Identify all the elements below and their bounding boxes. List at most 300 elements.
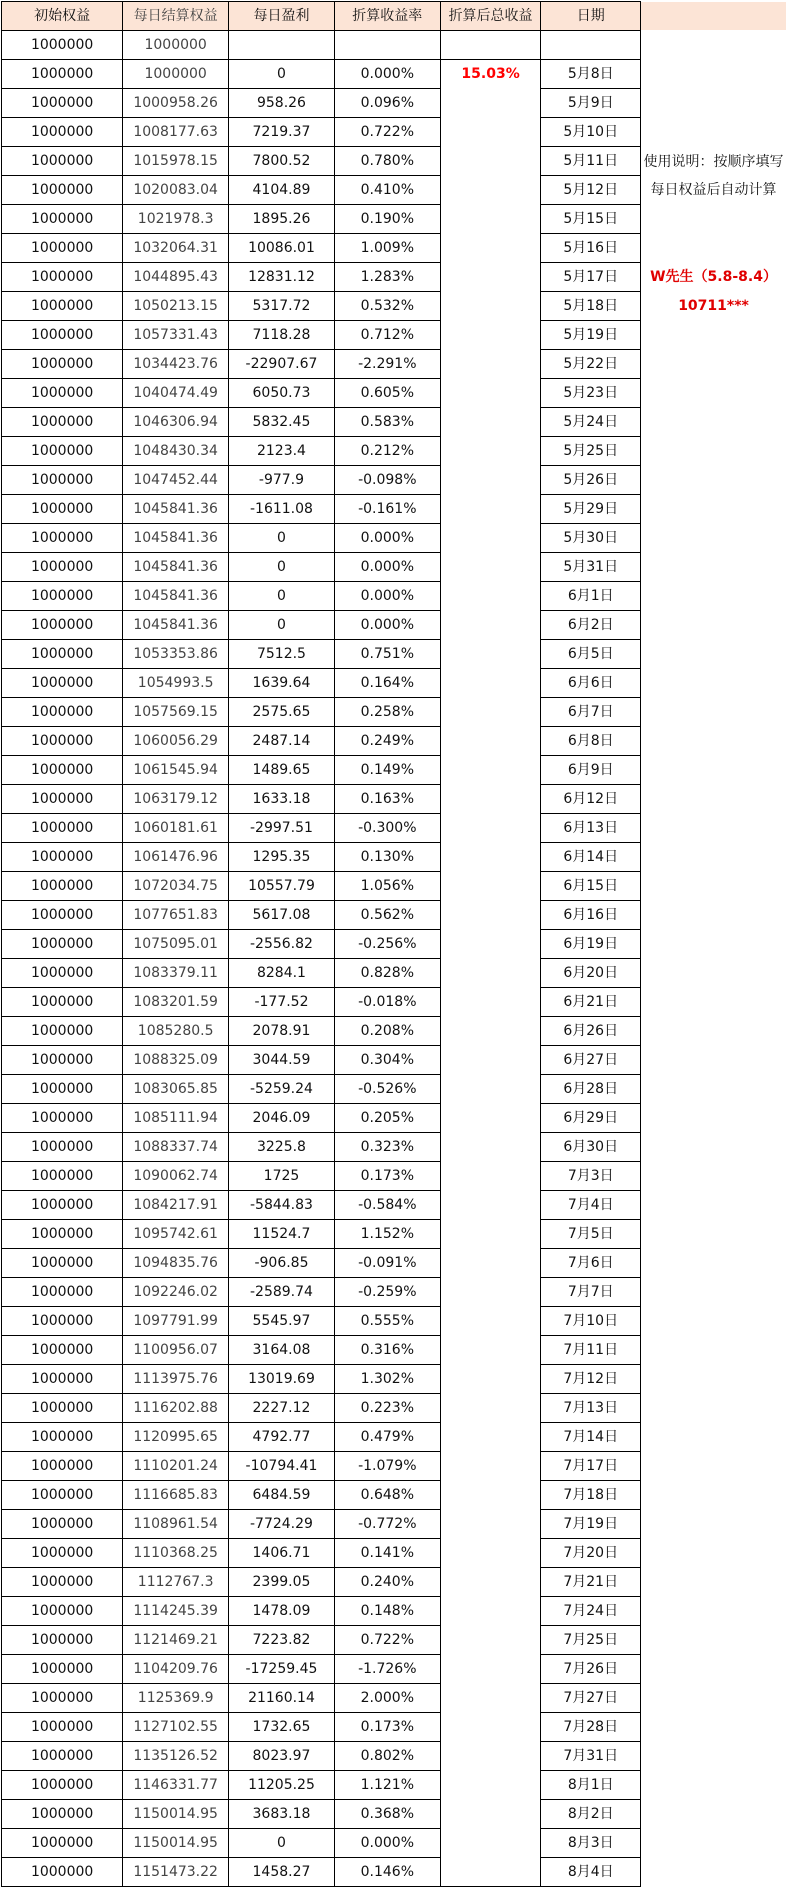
blank-cell[interactable] <box>641 495 787 524</box>
daily-profit-cell[interactable]: -10794.41 <box>229 1452 335 1481</box>
initial-equity-cell[interactable]: 1000000 <box>2 1133 123 1162</box>
daily-settlement-equity-cell[interactable]: 1094835.76 <box>123 1249 229 1278</box>
daily-profit-cell[interactable]: 7223.82 <box>229 1626 335 1655</box>
daily-profit-cell[interactable]: 1295.35 <box>229 843 335 872</box>
date-cell[interactable]: 7月12日 <box>541 1365 641 1394</box>
daily-profit-cell[interactable]: 0 <box>229 553 335 582</box>
daily-settlement-equity-cell[interactable]: 1092246.02 <box>123 1278 229 1307</box>
daily-profit-cell[interactable]: 2487.14 <box>229 727 335 756</box>
date-cell[interactable]: 6月8日 <box>541 727 641 756</box>
return-rate-cell[interactable]: 1.152% <box>334 1220 440 1249</box>
date-cell[interactable]: 7月10日 <box>541 1307 641 1336</box>
daily-settlement-equity-cell[interactable]: 1040474.49 <box>123 379 229 408</box>
daily-settlement-equity-cell[interactable]: 1000000 <box>123 31 229 60</box>
initial-equity-cell[interactable]: 1000000 <box>2 814 123 843</box>
daily-settlement-equity-cell[interactable]: 1120995.65 <box>123 1423 229 1452</box>
initial-equity-cell[interactable]: 1000000 <box>2 1046 123 1075</box>
initial-equity-cell[interactable]: 1000000 <box>2 1365 123 1394</box>
date-cell[interactable]: 6月1日 <box>541 582 641 611</box>
daily-settlement-equity-cell[interactable]: 1020083.04 <box>123 176 229 205</box>
return-rate-cell[interactable]: 0.562% <box>334 901 440 930</box>
return-rate-cell[interactable]: 0.173% <box>334 1713 440 1742</box>
date-cell[interactable]: 7月14日 <box>541 1423 641 1452</box>
blank-cell[interactable] <box>641 1220 787 1249</box>
return-rate-cell[interactable]: 0.149% <box>334 756 440 785</box>
daily-settlement-equity-cell[interactable]: 1044895.43 <box>123 263 229 292</box>
date-cell[interactable]: 5月24日 <box>541 408 641 437</box>
daily-profit-cell[interactable]: -17259.45 <box>229 1655 335 1684</box>
daily-profit-cell[interactable]: 7800.52 <box>229 147 335 176</box>
blank-cell[interactable] <box>641 1365 787 1394</box>
initial-equity-cell[interactable]: 1000000 <box>2 147 123 176</box>
return-rate-cell[interactable]: 0.316% <box>334 1336 440 1365</box>
total-return-blank-cell[interactable] <box>440 31 541 60</box>
date-cell[interactable]: 6月5日 <box>541 640 641 669</box>
initial-equity-cell[interactable]: 1000000 <box>2 1655 123 1684</box>
initial-equity-cell[interactable]: 1000000 <box>2 350 123 379</box>
initial-equity-cell[interactable]: 1000000 <box>2 1017 123 1046</box>
return-rate-cell[interactable]: 1.009% <box>334 234 440 263</box>
date-cell[interactable]: 8月1日 <box>541 1771 641 1800</box>
daily-settlement-equity-cell[interactable]: 1090062.74 <box>123 1162 229 1191</box>
column-header[interactable]: 每日结算权益 <box>123 2 229 31</box>
date-cell[interactable]: 7月6日 <box>541 1249 641 1278</box>
column-header[interactable]: 初始权益 <box>2 2 123 31</box>
date-cell[interactable]: 7月25日 <box>541 1626 641 1655</box>
daily-profit-cell[interactable]: 8284.1 <box>229 959 335 988</box>
daily-profit-cell[interactable]: 1895.26 <box>229 205 335 234</box>
daily-settlement-equity-cell[interactable]: 1083065.85 <box>123 1075 229 1104</box>
blank-cell[interactable] <box>641 698 787 727</box>
return-rate-cell[interactable]: 0.780% <box>334 147 440 176</box>
date-cell[interactable]: 6月21日 <box>541 988 641 1017</box>
daily-profit-cell[interactable]: 7219.37 <box>229 118 335 147</box>
blank-cell[interactable] <box>641 1626 787 1655</box>
blank-cell[interactable] <box>641 1191 787 1220</box>
initial-equity-cell[interactable]: 1000000 <box>2 1162 123 1191</box>
return-rate-cell[interactable]: -0.018% <box>334 988 440 1017</box>
date-cell[interactable]: 5月9日 <box>541 89 641 118</box>
daily-settlement-equity-cell[interactable]: 1110201.24 <box>123 1452 229 1481</box>
initial-equity-cell[interactable]: 1000000 <box>2 1800 123 1829</box>
return-rate-cell[interactable]: 2.000% <box>334 1684 440 1713</box>
blank-cell[interactable] <box>641 1394 787 1423</box>
return-rate-cell[interactable]: 0.722% <box>334 118 440 147</box>
blank-cell[interactable] <box>641 814 787 843</box>
daily-profit-cell[interactable]: -5259.24 <box>229 1075 335 1104</box>
daily-profit-cell[interactable]: 5617.08 <box>229 901 335 930</box>
daily-settlement-equity-cell[interactable]: 1057569.15 <box>123 698 229 727</box>
return-rate-cell[interactable]: 0.532% <box>334 292 440 321</box>
initial-equity-cell[interactable]: 1000000 <box>2 60 123 89</box>
date-cell[interactable]: 6月27日 <box>541 1046 641 1075</box>
daily-profit-cell[interactable]: -1611.08 <box>229 495 335 524</box>
return-rate-cell[interactable]: 0.751% <box>334 640 440 669</box>
daily-profit-cell[interactable]: 1478.09 <box>229 1597 335 1626</box>
date-cell[interactable]: 5月22日 <box>541 350 641 379</box>
return-rate-cell[interactable]: 0.555% <box>334 1307 440 1336</box>
return-rate-cell[interactable]: -0.161% <box>334 495 440 524</box>
blank-cell[interactable] <box>641 582 787 611</box>
daily-settlement-equity-cell[interactable]: 1088325.09 <box>123 1046 229 1075</box>
date-cell[interactable]: 5月10日 <box>541 118 641 147</box>
blank-cell[interactable] <box>641 1075 787 1104</box>
date-cell[interactable]: 6月19日 <box>541 930 641 959</box>
blank-cell[interactable] <box>641 553 787 582</box>
return-rate-cell[interactable]: -0.772% <box>334 1510 440 1539</box>
initial-equity-cell[interactable]: 1000000 <box>2 553 123 582</box>
daily-profit-cell[interactable]: 1732.65 <box>229 1713 335 1742</box>
return-rate-cell[interactable]: -0.259% <box>334 1278 440 1307</box>
return-rate-cell[interactable]: 0.130% <box>334 843 440 872</box>
blank-cell[interactable] <box>641 466 787 495</box>
return-rate-cell[interactable]: 0.583% <box>334 408 440 437</box>
return-rate-cell[interactable]: 0.096% <box>334 89 440 118</box>
date-cell[interactable]: 5月31日 <box>541 553 641 582</box>
date-cell[interactable]: 5月16日 <box>541 234 641 263</box>
return-rate-cell[interactable]: 0.712% <box>334 321 440 350</box>
daily-profit-cell[interactable] <box>229 31 335 60</box>
initial-equity-cell[interactable]: 1000000 <box>2 756 123 785</box>
daily-settlement-equity-cell[interactable]: 1112767.3 <box>123 1568 229 1597</box>
daily-profit-cell[interactable]: 6050.73 <box>229 379 335 408</box>
daily-profit-cell[interactable]: 5545.97 <box>229 1307 335 1336</box>
initial-equity-cell[interactable]: 1000000 <box>2 582 123 611</box>
daily-profit-cell[interactable]: 3225.8 <box>229 1133 335 1162</box>
initial-equity-cell[interactable]: 1000000 <box>2 292 123 321</box>
daily-settlement-equity-cell[interactable]: 1045841.36 <box>123 553 229 582</box>
daily-profit-cell[interactable]: 2227.12 <box>229 1394 335 1423</box>
return-rate-cell[interactable]: 0.173% <box>334 1162 440 1191</box>
daily-profit-cell[interactable]: 10557.79 <box>229 872 335 901</box>
return-rate-cell[interactable]: 0.223% <box>334 1394 440 1423</box>
blank-cell[interactable] <box>641 669 787 698</box>
daily-profit-cell[interactable]: 0 <box>229 582 335 611</box>
date-cell[interactable]: 7月5日 <box>541 1220 641 1249</box>
daily-profit-cell[interactable]: -2997.51 <box>229 814 335 843</box>
column-header[interactable]: 折算收益率 <box>334 2 440 31</box>
daily-settlement-equity-cell[interactable]: 1045841.36 <box>123 524 229 553</box>
initial-equity-cell[interactable]: 1000000 <box>2 1481 123 1510</box>
return-rate-cell[interactable]: 0.000% <box>334 60 440 89</box>
daily-settlement-equity-cell[interactable]: 1072034.75 <box>123 872 229 901</box>
return-rate-cell[interactable]: 1.302% <box>334 1365 440 1394</box>
daily-settlement-equity-cell[interactable]: 1114245.39 <box>123 1597 229 1626</box>
daily-settlement-equity-cell[interactable]: 1095742.61 <box>123 1220 229 1249</box>
daily-profit-cell[interactable]: -177.52 <box>229 988 335 1017</box>
blank-cell[interactable] <box>641 988 787 1017</box>
return-rate-cell[interactable]: 0.208% <box>334 1017 440 1046</box>
blank-cell[interactable] <box>641 611 787 640</box>
blank-cell[interactable] <box>641 756 787 785</box>
initial-equity-cell[interactable]: 1000000 <box>2 379 123 408</box>
daily-settlement-equity-cell[interactable]: 1021978.3 <box>123 205 229 234</box>
daily-profit-cell[interactable]: 7512.5 <box>229 640 335 669</box>
daily-profit-cell[interactable]: -977.9 <box>229 466 335 495</box>
daily-profit-cell[interactable]: 7118.28 <box>229 321 335 350</box>
return-rate-cell[interactable]: -2.291% <box>334 350 440 379</box>
daily-settlement-equity-cell[interactable]: 1088337.74 <box>123 1133 229 1162</box>
date-cell[interactable]: 5月30日 <box>541 524 641 553</box>
daily-profit-cell[interactable]: 13019.69 <box>229 1365 335 1394</box>
date-cell[interactable]: 5月29日 <box>541 495 641 524</box>
daily-settlement-equity-cell[interactable]: 1116685.83 <box>123 1481 229 1510</box>
date-cell[interactable]: 7月24日 <box>541 1597 641 1626</box>
blank-cell[interactable] <box>641 321 787 350</box>
date-cell[interactable]: 7月19日 <box>541 1510 641 1539</box>
blank-cell[interactable] <box>641 2 787 31</box>
date-cell[interactable]: 7月20日 <box>541 1539 641 1568</box>
date-cell[interactable]: 7月31日 <box>541 1742 641 1771</box>
daily-settlement-equity-cell[interactable]: 1108961.54 <box>123 1510 229 1539</box>
date-cell[interactable]: 6月15日 <box>541 872 641 901</box>
initial-equity-cell[interactable]: 1000000 <box>2 437 123 466</box>
initial-equity-cell[interactable]: 1000000 <box>2 698 123 727</box>
initial-equity-cell[interactable]: 1000000 <box>2 1249 123 1278</box>
daily-settlement-equity-cell[interactable]: 1054993.5 <box>123 669 229 698</box>
initial-equity-cell[interactable]: 1000000 <box>2 959 123 988</box>
blank-cell[interactable] <box>641 843 787 872</box>
blank-cell[interactable] <box>641 1162 787 1191</box>
return-rate-cell[interactable]: 0.410% <box>334 176 440 205</box>
initial-equity-cell[interactable]: 1000000 <box>2 785 123 814</box>
daily-profit-cell[interactable]: 11524.7 <box>229 1220 335 1249</box>
initial-equity-cell[interactable]: 1000000 <box>2 263 123 292</box>
return-rate-cell[interactable]: -0.256% <box>334 930 440 959</box>
blank-cell[interactable] <box>641 1655 787 1684</box>
date-cell[interactable]: 5月26日 <box>541 466 641 495</box>
daily-settlement-equity-cell[interactable]: 1135126.52 <box>123 1742 229 1771</box>
daily-settlement-equity-cell[interactable]: 1061476.96 <box>123 843 229 872</box>
return-rate-cell[interactable]: 0.648% <box>334 1481 440 1510</box>
daily-settlement-equity-cell[interactable]: 1084217.91 <box>123 1191 229 1220</box>
return-rate-cell[interactable]: 0.249% <box>334 727 440 756</box>
date-cell[interactable]: 6月28日 <box>541 1075 641 1104</box>
return-rate-cell[interactable]: 0.479% <box>334 1423 440 1452</box>
daily-settlement-equity-cell[interactable]: 1127102.55 <box>123 1713 229 1742</box>
return-rate-cell[interactable]: 0.304% <box>334 1046 440 1075</box>
daily-settlement-equity-cell[interactable]: 1085111.94 <box>123 1104 229 1133</box>
blank-cell[interactable] <box>641 524 787 553</box>
return-rate-cell[interactable]: -0.091% <box>334 1249 440 1278</box>
return-rate-cell[interactable]: 0.802% <box>334 1742 440 1771</box>
daily-profit-cell[interactable]: 4792.77 <box>229 1423 335 1452</box>
daily-settlement-equity-cell[interactable]: 1146331.77 <box>123 1771 229 1800</box>
daily-profit-cell[interactable]: 10086.01 <box>229 234 335 263</box>
initial-equity-cell[interactable]: 1000000 <box>2 843 123 872</box>
initial-equity-cell[interactable]: 1000000 <box>2 930 123 959</box>
date-cell[interactable]: 7月28日 <box>541 1713 641 1742</box>
return-rate-cell[interactable]: 0.000% <box>334 524 440 553</box>
daily-settlement-equity-cell[interactable]: 1121469.21 <box>123 1626 229 1655</box>
initial-equity-cell[interactable]: 1000000 <box>2 1568 123 1597</box>
blank-cell[interactable] <box>641 1046 787 1075</box>
daily-profit-cell[interactable]: 0 <box>229 524 335 553</box>
blank-cell[interactable] <box>641 437 787 466</box>
date-cell[interactable]: 5月8日 <box>541 60 641 89</box>
daily-settlement-equity-cell[interactable]: 1015978.15 <box>123 147 229 176</box>
daily-profit-cell[interactable]: 6484.59 <box>229 1481 335 1510</box>
return-rate-cell[interactable]: 1.056% <box>334 872 440 901</box>
initial-equity-cell[interactable]: 1000000 <box>2 1394 123 1423</box>
blank-cell[interactable] <box>641 1684 787 1713</box>
daily-profit-cell[interactable]: 21160.14 <box>229 1684 335 1713</box>
blank-cell[interactable] <box>641 1452 787 1481</box>
blank-cell[interactable] <box>641 1568 787 1597</box>
daily-settlement-equity-cell[interactable]: 1083201.59 <box>123 988 229 1017</box>
date-cell[interactable]: 5月23日 <box>541 379 641 408</box>
initial-equity-cell[interactable]: 1000000 <box>2 176 123 205</box>
daily-profit-cell[interactable]: 4104.89 <box>229 176 335 205</box>
return-rate-cell[interactable]: -0.584% <box>334 1191 440 1220</box>
date-cell[interactable]: 6月2日 <box>541 611 641 640</box>
date-cell[interactable]: 6月16日 <box>541 901 641 930</box>
initial-equity-cell[interactable]: 1000000 <box>2 408 123 437</box>
column-header[interactable]: 折算后总收益 <box>440 2 541 31</box>
initial-equity-cell[interactable]: 1000000 <box>2 1684 123 1713</box>
daily-settlement-equity-cell[interactable]: 1113975.76 <box>123 1365 229 1394</box>
initial-equity-cell[interactable]: 1000000 <box>2 1220 123 1249</box>
daily-settlement-equity-cell[interactable]: 1075095.01 <box>123 930 229 959</box>
initial-equity-cell[interactable]: 1000000 <box>2 901 123 930</box>
return-rate-cell[interactable]: 0.148% <box>334 1597 440 1626</box>
blank-cell[interactable] <box>641 1829 787 1858</box>
return-rate-cell[interactable]: 0.828% <box>334 959 440 988</box>
return-rate-cell[interactable]: -0.526% <box>334 1075 440 1104</box>
date-cell[interactable]: 6月20日 <box>541 959 641 988</box>
return-rate-cell[interactable]: 0.240% <box>334 1568 440 1597</box>
initial-equity-cell[interactable]: 1000000 <box>2 205 123 234</box>
daily-profit-cell[interactable]: 1458.27 <box>229 1858 335 1887</box>
return-rate-cell[interactable] <box>334 31 440 60</box>
daily-settlement-equity-cell[interactable]: 1000958.26 <box>123 89 229 118</box>
blank-cell[interactable] <box>641 1539 787 1568</box>
blank-cell[interactable] <box>641 785 787 814</box>
initial-equity-cell[interactable]: 1000000 <box>2 727 123 756</box>
blank-cell[interactable] <box>641 350 787 379</box>
return-rate-cell[interactable]: 0.722% <box>334 1626 440 1655</box>
blank-cell[interactable] <box>641 930 787 959</box>
initial-equity-cell[interactable]: 1000000 <box>2 89 123 118</box>
daily-settlement-equity-cell[interactable]: 1034423.76 <box>123 350 229 379</box>
daily-settlement-equity-cell[interactable]: 1053353.86 <box>123 640 229 669</box>
blank-cell[interactable] <box>641 1307 787 1336</box>
daily-profit-cell[interactable]: 2046.09 <box>229 1104 335 1133</box>
return-rate-cell[interactable]: 0.000% <box>334 611 440 640</box>
blank-cell[interactable] <box>641 1510 787 1539</box>
daily-settlement-equity-cell[interactable]: 1063179.12 <box>123 785 229 814</box>
initial-equity-cell[interactable]: 1000000 <box>2 1626 123 1655</box>
initial-equity-cell[interactable]: 1000000 <box>2 524 123 553</box>
initial-equity-cell[interactable]: 1000000 <box>2 640 123 669</box>
date-cell[interactable]: 6月29日 <box>541 1104 641 1133</box>
daily-profit-cell[interactable]: 5317.72 <box>229 292 335 321</box>
daily-settlement-equity-cell[interactable]: 1116202.88 <box>123 1394 229 1423</box>
date-cell[interactable]: 6月9日 <box>541 756 641 785</box>
return-rate-cell[interactable]: 0.164% <box>334 669 440 698</box>
date-cell[interactable]: 8月2日 <box>541 1800 641 1829</box>
daily-profit-cell[interactable]: -2589.74 <box>229 1278 335 1307</box>
daily-settlement-equity-cell[interactable]: 1150014.95 <box>123 1829 229 1858</box>
initial-equity-cell[interactable]: 1000000 <box>2 1278 123 1307</box>
blank-cell[interactable] <box>641 31 787 60</box>
date-cell[interactable]: 6月7日 <box>541 698 641 727</box>
blank-cell[interactable] <box>641 872 787 901</box>
blank-cell[interactable] <box>641 1336 787 1365</box>
date-cell[interactable]: 5月11日 <box>541 147 641 176</box>
blank-cell[interactable] <box>641 1481 787 1510</box>
date-cell[interactable]: 6月14日 <box>541 843 641 872</box>
date-cell[interactable]: 6月26日 <box>541 1017 641 1046</box>
blank-cell[interactable] <box>641 727 787 756</box>
daily-profit-cell[interactable]: 1725 <box>229 1162 335 1191</box>
date-cell[interactable]: 7月3日 <box>541 1162 641 1191</box>
daily-profit-cell[interactable]: -7724.29 <box>229 1510 335 1539</box>
initial-equity-cell[interactable]: 1000000 <box>2 1771 123 1800</box>
blank-cell[interactable] <box>641 1713 787 1742</box>
return-rate-cell[interactable]: 0.368% <box>334 1800 440 1829</box>
return-rate-cell[interactable]: 0.000% <box>334 1829 440 1858</box>
return-rate-cell[interactable]: 0.605% <box>334 379 440 408</box>
blank-cell[interactable] <box>641 1249 787 1278</box>
blank-cell[interactable] <box>641 959 787 988</box>
return-rate-cell[interactable]: 0.146% <box>334 1858 440 1887</box>
initial-equity-cell[interactable]: 1000000 <box>2 1452 123 1481</box>
date-cell[interactable]: 7月11日 <box>541 1336 641 1365</box>
initial-equity-cell[interactable]: 1000000 <box>2 1510 123 1539</box>
date-cell[interactable]: 7月26日 <box>541 1655 641 1684</box>
initial-equity-cell[interactable]: 1000000 <box>2 872 123 901</box>
initial-equity-cell[interactable]: 1000000 <box>2 1539 123 1568</box>
daily-settlement-equity-cell[interactable]: 1077651.83 <box>123 901 229 930</box>
daily-profit-cell[interactable]: 1406.71 <box>229 1539 335 1568</box>
date-cell[interactable]: 5月19日 <box>541 321 641 350</box>
return-rate-cell[interactable]: -1.079% <box>334 1452 440 1481</box>
return-rate-cell[interactable]: -0.300% <box>334 814 440 843</box>
date-cell[interactable]: 5月25日 <box>541 437 641 466</box>
date-cell[interactable]: 8月3日 <box>541 1829 641 1858</box>
daily-settlement-equity-cell[interactable]: 1125369.9 <box>123 1684 229 1713</box>
initial-equity-cell[interactable]: 1000000 <box>2 234 123 263</box>
daily-settlement-equity-cell[interactable]: 1100956.07 <box>123 1336 229 1365</box>
blank-cell[interactable] <box>641 1104 787 1133</box>
date-cell[interactable] <box>541 31 641 60</box>
blank-cell[interactable] <box>641 1800 787 1829</box>
blank-cell[interactable] <box>641 1423 787 1452</box>
daily-settlement-equity-cell[interactable]: 1083379.11 <box>123 959 229 988</box>
total-return-value[interactable]: 15.03% <box>440 60 541 1887</box>
initial-equity-cell[interactable]: 1000000 <box>2 1858 123 1887</box>
date-cell[interactable]: 8月4日 <box>541 1858 641 1887</box>
date-cell[interactable]: 6月6日 <box>541 669 641 698</box>
daily-profit-cell[interactable]: 0 <box>229 1829 335 1858</box>
return-rate-cell[interactable]: 0.163% <box>334 785 440 814</box>
initial-equity-cell[interactable]: 1000000 <box>2 1742 123 1771</box>
daily-profit-cell[interactable]: 8023.97 <box>229 1742 335 1771</box>
date-cell[interactable]: 7月13日 <box>541 1394 641 1423</box>
daily-profit-cell[interactable]: 0 <box>229 60 335 89</box>
daily-profit-cell[interactable]: 12831.12 <box>229 263 335 292</box>
blank-cell[interactable] <box>641 379 787 408</box>
date-cell[interactable]: 6月13日 <box>541 814 641 843</box>
daily-profit-cell[interactable]: 1633.18 <box>229 785 335 814</box>
blank-cell[interactable] <box>641 1858 787 1887</box>
date-cell[interactable]: 5月12日 <box>541 176 641 205</box>
initial-equity-cell[interactable]: 1000000 <box>2 1423 123 1452</box>
daily-settlement-equity-cell[interactable]: 1047452.44 <box>123 466 229 495</box>
daily-settlement-equity-cell[interactable]: 1000000 <box>123 60 229 89</box>
daily-settlement-equity-cell[interactable]: 1045841.36 <box>123 495 229 524</box>
